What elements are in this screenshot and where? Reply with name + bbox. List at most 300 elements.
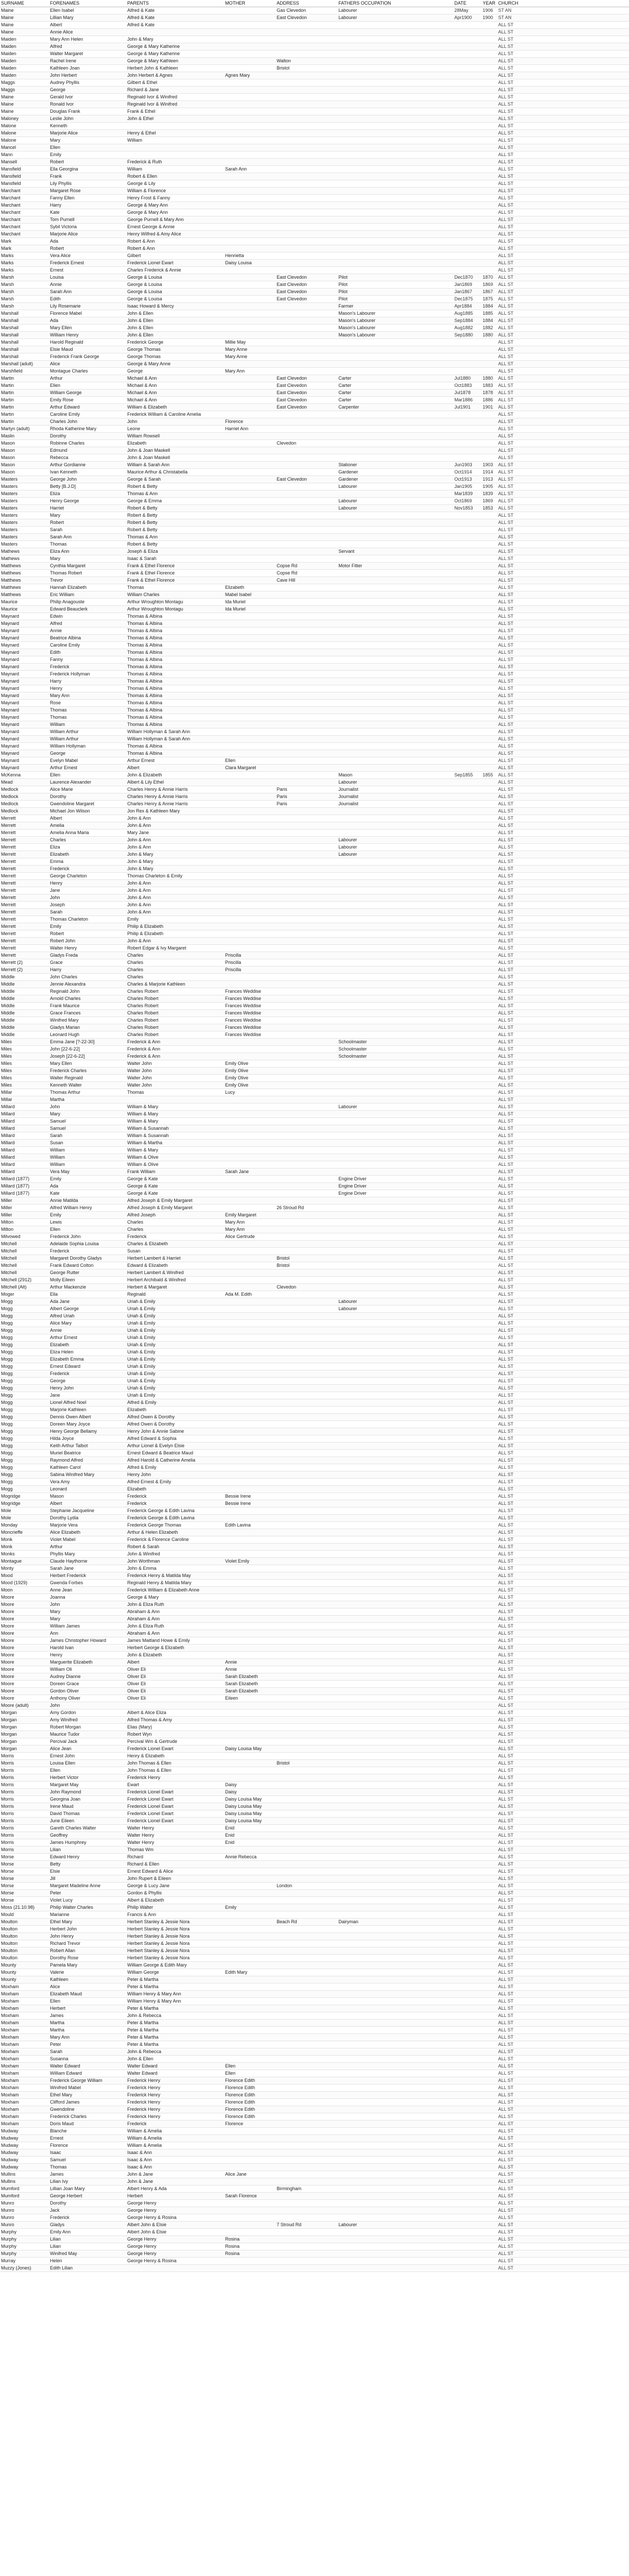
surname-cell: Mathews (0, 555, 49, 563)
surname-cell: Morse (0, 1861, 49, 1868)
forenames-cell: Lillian Joan Mary (49, 2185, 126, 2193)
parents-cell: John & Rebecca (126, 2048, 224, 2056)
forenames-cell: Alice (49, 1984, 126, 1991)
mother-cell (224, 2005, 276, 2012)
surname-cell: Morse (0, 1883, 49, 1890)
date-cell (453, 2034, 482, 2041)
fathers-occupation-cell (337, 144, 453, 151)
table-row (0, 1320, 629, 1327)
date-cell (453, 1464, 482, 1471)
date-cell (453, 1017, 482, 1024)
date-cell: Dec1870 (453, 274, 482, 281)
surname-cell: Maynard (0, 736, 49, 743)
date-cell (453, 757, 482, 765)
forenames-cell: Hilda Joyce (49, 1435, 126, 1443)
parents-cell: Thomas & Albina (126, 671, 224, 678)
forenames-cell: Eliza (49, 844, 126, 851)
date-cell (453, 1255, 482, 1262)
forenames-cell: Ellen (49, 144, 126, 151)
address-cell (276, 1854, 337, 1861)
fathers-occupation-cell (337, 1140, 453, 1147)
parents-cell: Herbert Lambert & Harriet (126, 1255, 224, 1262)
church-cell: ALL ST (497, 772, 629, 779)
date-cell (453, 1753, 482, 1760)
address-cell (276, 195, 337, 202)
address-cell (276, 873, 337, 880)
date-cell (453, 1039, 482, 1046)
address-cell (276, 1803, 337, 1810)
year-cell (482, 1421, 497, 1428)
date-cell (453, 1875, 482, 1883)
mother-cell: Daisy Louisa May (224, 1745, 276, 1753)
church-cell: ALL ST (497, 274, 629, 281)
forenames-cell: James Christopher Howard (49, 1637, 126, 1645)
forenames-cell: Mary (49, 137, 126, 144)
table-row (0, 72, 629, 79)
year-cell (482, 1479, 497, 1486)
surname-cell: Miles (0, 1067, 49, 1075)
parents-cell: Alfred & Kate (126, 14, 224, 22)
church-cell: ALL ST (497, 1096, 629, 1104)
mother-cell (224, 851, 276, 858)
surname-cell: Masters (0, 476, 49, 483)
date-cell (453, 2113, 482, 2121)
table-row (0, 2070, 629, 2077)
church-cell: ALL ST (497, 692, 629, 700)
surname-cell: Marchant (0, 202, 49, 209)
parents-cell: William & Susannah (126, 1125, 224, 1132)
fathers-occupation-cell (337, 2178, 453, 2185)
year-cell (482, 1875, 497, 1883)
table-row (0, 736, 629, 743)
address-cell (276, 902, 337, 909)
forenames-cell: Marjorie Kathleen (49, 1406, 126, 1414)
mother-cell (224, 101, 276, 108)
parents-cell: Albert & Alice Eliza (126, 1709, 224, 1717)
year-cell (482, 1053, 497, 1060)
parents-cell: Charles & Elizabeth (126, 1241, 224, 1248)
parents-cell: Peter & Martha (126, 2027, 224, 2034)
table-row (0, 1911, 629, 1919)
parents-cell: Alfred Joseph & Emily Margaret (126, 1205, 224, 1212)
surname-cell: Medlock (0, 808, 49, 815)
table-row (0, 1782, 629, 1789)
surname-cell: Millard (0, 1154, 49, 1161)
date-cell (453, 1060, 482, 1067)
church-cell: ALL ST (497, 1406, 629, 1414)
table-row (0, 1111, 629, 1118)
address-cell (276, 79, 337, 87)
table-row (0, 382, 629, 389)
table-row (0, 1681, 629, 1688)
fathers-occupation-cell (337, 1926, 453, 1933)
date-cell (453, 2193, 482, 2200)
address-cell (276, 534, 337, 541)
year-cell (482, 433, 497, 440)
mother-cell (224, 1176, 276, 1183)
church-cell: ALL ST (497, 527, 629, 534)
table-row (0, 1161, 629, 1168)
address-cell (276, 1118, 337, 1125)
parents-cell: William & Mary (126, 1104, 224, 1111)
table-row (0, 2128, 629, 2135)
mother-cell (224, 2207, 276, 2214)
address-cell: Bristol (276, 1255, 337, 1262)
fathers-occupation-cell (337, 426, 453, 433)
parents-cell: Edward & Elizabeth (126, 1262, 224, 1269)
parents-cell: Maurice Arthur & Christabella (126, 469, 224, 476)
date-cell (453, 1789, 482, 1796)
surname-cell: Maine (0, 22, 49, 29)
table-row (0, 454, 629, 462)
address-cell (276, 2106, 337, 2113)
column-header-mother: MOTHER (224, 0, 276, 7)
forenames-cell: Ann (49, 1630, 126, 1637)
parents-cell: Robert & Betty (126, 541, 224, 548)
column-header-year: YEAR (482, 0, 497, 7)
year-cell (482, 1659, 497, 1666)
year-cell (482, 728, 497, 736)
surname-cell: Maynard (0, 664, 49, 671)
mother-cell (224, 822, 276, 829)
year-cell (482, 808, 497, 815)
fathers-occupation-cell (337, 534, 453, 541)
mother-cell: Sarah Ann (224, 166, 276, 173)
parents-cell: Ernest Edward & Alice (126, 1868, 224, 1875)
year-cell (482, 209, 497, 216)
parents-cell: Herbert Archibald & Winifred (126, 1277, 224, 1284)
parents-cell: Michael & Ann (126, 382, 224, 389)
fathers-occupation-cell (337, 58, 453, 65)
year-cell (482, 2077, 497, 2084)
table-row (0, 1969, 629, 1976)
fathers-occupation-cell (337, 1623, 453, 1630)
year-cell (482, 1471, 497, 1479)
parents-cell: Abraham & Ann (126, 1630, 224, 1637)
mother-cell (224, 2164, 276, 2171)
mother-cell (224, 317, 276, 325)
mother-cell (224, 1594, 276, 1601)
church-cell: ALL ST (497, 2121, 629, 2128)
forenames-cell: Ellen (49, 1767, 126, 1774)
parents-cell: John & Ellen (126, 2056, 224, 2063)
mother-cell (224, 930, 276, 938)
forenames-cell: Annie (49, 628, 126, 635)
address-cell (276, 1782, 337, 1789)
mother-cell: Edith Lavina (224, 1522, 276, 1529)
church-cell: ALL ST (497, 1536, 629, 1544)
surname-cell: Mogg (0, 1327, 49, 1334)
table-row (0, 1868, 629, 1875)
year-cell (482, 1962, 497, 1969)
forenames-cell: Amelia Anna Maria (49, 829, 126, 837)
table-row (0, 1363, 629, 1370)
forenames-cell: William Edward (49, 2070, 126, 2077)
parents-cell: Charles (126, 1219, 224, 1226)
address-cell (276, 1168, 337, 1176)
church-cell: ALL ST (497, 707, 629, 714)
mother-cell (224, 815, 276, 822)
parents-cell: Alfred Joseph & Emily Margaret (126, 1197, 224, 1205)
church-cell: ALL ST (497, 1652, 629, 1659)
year-cell (482, 938, 497, 945)
mother-cell: Enid (224, 1832, 276, 1839)
mother-cell: Mabel Isabel (224, 591, 276, 599)
fathers-occupation-cell (337, 952, 453, 959)
date-cell (453, 988, 482, 995)
table-row (0, 1623, 629, 1630)
table-row (0, 1507, 629, 1515)
address-cell (276, 87, 337, 94)
header-row (0, 0, 629, 7)
fathers-occupation-cell (337, 1846, 453, 1854)
table-row (0, 1825, 629, 1832)
year-cell (482, 1825, 497, 1832)
table-row (0, 238, 629, 245)
surname-cell: Maynard (0, 743, 49, 750)
year-cell (482, 29, 497, 36)
church-cell: ALL ST (497, 2092, 629, 2099)
table-row (0, 476, 629, 483)
surname-cell: Merrett (0, 938, 49, 945)
church-cell: ALL ST (497, 1457, 629, 1464)
mother-cell (224, 224, 276, 231)
mother-cell (224, 635, 276, 642)
fathers-occupation-cell (337, 1248, 453, 1255)
parents-cell: Oliver Eli (126, 1695, 224, 1702)
year-cell (482, 2121, 497, 2128)
surname-cell: Maiden (0, 50, 49, 58)
parents-cell: Elias (Mary) (126, 1724, 224, 1731)
address-cell (276, 2077, 337, 2084)
date-cell (453, 1190, 482, 1197)
surname-cell: Mounty (0, 1962, 49, 1969)
date-cell (453, 923, 482, 930)
parents-cell: Michael & Ann (126, 397, 224, 404)
address-cell (276, 1017, 337, 1024)
address-cell (276, 1471, 337, 1479)
table-row (0, 1284, 629, 1291)
forenames-cell: Blanche (49, 2128, 126, 2135)
forenames-cell: George (49, 1378, 126, 1385)
year-cell (482, 1075, 497, 1082)
year-cell (482, 2193, 497, 2200)
surname-cell: Maynard (0, 613, 49, 620)
surname-cell: Moxham (0, 2092, 49, 2099)
date-cell (453, 1443, 482, 1450)
year-cell (482, 188, 497, 195)
parents-cell: Herbert Stanley & Jessie Nora (126, 1955, 224, 1962)
parents-cell: Frank & Ethel Florence (126, 577, 224, 584)
forenames-cell: Henry George (49, 498, 126, 505)
address-cell (276, 707, 337, 714)
table-row (0, 1154, 629, 1161)
address-cell (276, 635, 337, 642)
forenames-cell: Robinne Charles (49, 440, 126, 447)
date-cell (453, 245, 482, 252)
forenames-cell: Emily (49, 1176, 126, 1183)
address-cell (276, 2135, 337, 2142)
table-row (0, 115, 629, 123)
surname-cell: Moxham (0, 2041, 49, 2048)
forenames-cell: Percival Jack (49, 1738, 126, 1745)
date-cell (453, 216, 482, 224)
surname-cell: Mogg (0, 1471, 49, 1479)
year-cell (482, 1926, 497, 1933)
surname-cell: Millard (0, 1104, 49, 1111)
table-row (0, 1269, 629, 1277)
address-cell (276, 1125, 337, 1132)
fathers-occupation-cell (337, 974, 453, 981)
date-cell (453, 2185, 482, 2193)
fathers-occupation-cell (337, 2056, 453, 2063)
surname-cell: Marshall (0, 346, 49, 353)
parents-cell (126, 1702, 224, 1709)
fathers-occupation-cell (337, 570, 453, 577)
table-row (0, 1132, 629, 1140)
table-row (0, 2012, 629, 2020)
address-cell: Paris (276, 793, 337, 801)
table-row (0, 1219, 629, 1226)
year-cell (482, 123, 497, 130)
surname-cell: Martin (0, 418, 49, 426)
forenames-cell: Douglas Frank (49, 108, 126, 115)
parents-cell: John & Mary (126, 36, 224, 43)
table-row (0, 577, 629, 584)
fathers-occupation-cell (337, 22, 453, 29)
mother-cell (224, 801, 276, 808)
fathers-occupation-cell (337, 79, 453, 87)
church-cell: ALL ST (497, 1378, 629, 1385)
forenames-cell: James Humphrey (49, 1839, 126, 1846)
date-cell (453, 195, 482, 202)
parents-cell: Walter Edward (126, 2063, 224, 2070)
church-cell: ALL ST (497, 2128, 629, 2135)
table-row (0, 166, 629, 173)
parents-cell: Frederick Lionel Ewart (126, 1796, 224, 1803)
forenames-cell: Jane (49, 887, 126, 894)
date-cell (453, 1825, 482, 1832)
date-cell (453, 2027, 482, 2034)
surname-cell: Mancel (0, 144, 49, 151)
address-cell (276, 2056, 337, 2063)
mother-cell (224, 902, 276, 909)
fathers-occupation-cell (337, 1392, 453, 1399)
church-cell: ALL ST (497, 2142, 629, 2149)
fathers-occupation-cell (337, 72, 453, 79)
surname-cell: Morris (0, 1796, 49, 1803)
year-cell (482, 1464, 497, 1471)
date-cell (453, 2200, 482, 2207)
address-cell (276, 772, 337, 779)
forenames-cell: Violet Mabel (49, 1536, 126, 1544)
surname-cell: Marshall (0, 310, 49, 317)
fathers-occupation-cell (337, 808, 453, 815)
mother-cell (224, 808, 276, 815)
parents-cell: William George & Edith Mary (126, 1962, 224, 1969)
year-cell (482, 1507, 497, 1515)
surname-cell: Mansfield (0, 166, 49, 173)
forenames-cell: Marguerite Elizabeth (49, 1659, 126, 1666)
fathers-occupation-cell (337, 166, 453, 173)
surname-cell: Malone (0, 137, 49, 144)
forenames-cell: Kate (49, 209, 126, 216)
mother-cell (224, 2041, 276, 2048)
parents-cell: Reginald Henry & Matilda Mary (126, 1580, 224, 1587)
year-cell (482, 974, 497, 981)
church-cell: ALL ST (497, 281, 629, 289)
surname-cell: Maynard (0, 765, 49, 772)
parents-cell: John & Ann (126, 894, 224, 902)
table-row (0, 664, 629, 671)
church-cell: ALL ST (497, 389, 629, 397)
church-cell: ALL ST (497, 151, 629, 159)
address-cell (276, 1507, 337, 1515)
mother-cell (224, 115, 276, 123)
surname-cell: Mitchell (0, 1262, 49, 1269)
fathers-occupation-cell (337, 1464, 453, 1471)
year-cell (482, 1616, 497, 1623)
table-row (0, 2005, 629, 2012)
year-cell (482, 1313, 497, 1320)
forenames-cell: Alice Mary (49, 1320, 126, 1327)
church-cell: ALL ST (497, 2243, 629, 2250)
fathers-occupation-cell (337, 454, 453, 462)
table-row (0, 1370, 629, 1378)
table-row (0, 1789, 629, 1796)
mother-cell (224, 1399, 276, 1406)
church-cell: ALL ST (497, 2063, 629, 2070)
table-row (0, 1659, 629, 1666)
year-cell (482, 1089, 497, 1096)
year-cell (482, 988, 497, 995)
address-cell (276, 765, 337, 772)
date-cell (453, 1580, 482, 1587)
address-cell (276, 1435, 337, 1443)
surname-cell: Munro (0, 2214, 49, 2222)
surname-cell: Moxham (0, 1991, 49, 1998)
date-cell (453, 1565, 482, 1572)
date-cell (453, 1991, 482, 1998)
fathers-occupation-cell (337, 1154, 453, 1161)
date-cell (453, 1212, 482, 1219)
year-cell: 1885 (482, 310, 497, 317)
surname-cell: Matthews (0, 563, 49, 570)
address-cell (276, 2149, 337, 2157)
mother-cell (224, 786, 276, 793)
fathers-occupation-cell (337, 873, 453, 880)
surname-cell: Middle (0, 1010, 49, 1017)
forenames-cell: Florence Mabel (49, 310, 126, 317)
church-cell: ALL ST (497, 1428, 629, 1435)
year-cell (482, 1024, 497, 1031)
address-cell (276, 2171, 337, 2178)
parents-cell: Oliver Eli (126, 1673, 224, 1681)
church-cell: ALL ST (497, 757, 629, 765)
date-cell (453, 1890, 482, 1897)
address-cell (276, 1702, 337, 1709)
parents-cell: Thomas (126, 584, 224, 591)
fathers-occupation-cell (337, 2034, 453, 2041)
mother-cell (224, 1753, 276, 1760)
parents-cell: George Henry (126, 2236, 224, 2243)
date-cell (453, 1883, 482, 1890)
church-cell: ALL ST (497, 873, 629, 880)
table-row (0, 101, 629, 108)
forenames-cell: Joanna (49, 1594, 126, 1601)
address-cell (276, 1673, 337, 1681)
fathers-occupation-cell (337, 2012, 453, 2020)
